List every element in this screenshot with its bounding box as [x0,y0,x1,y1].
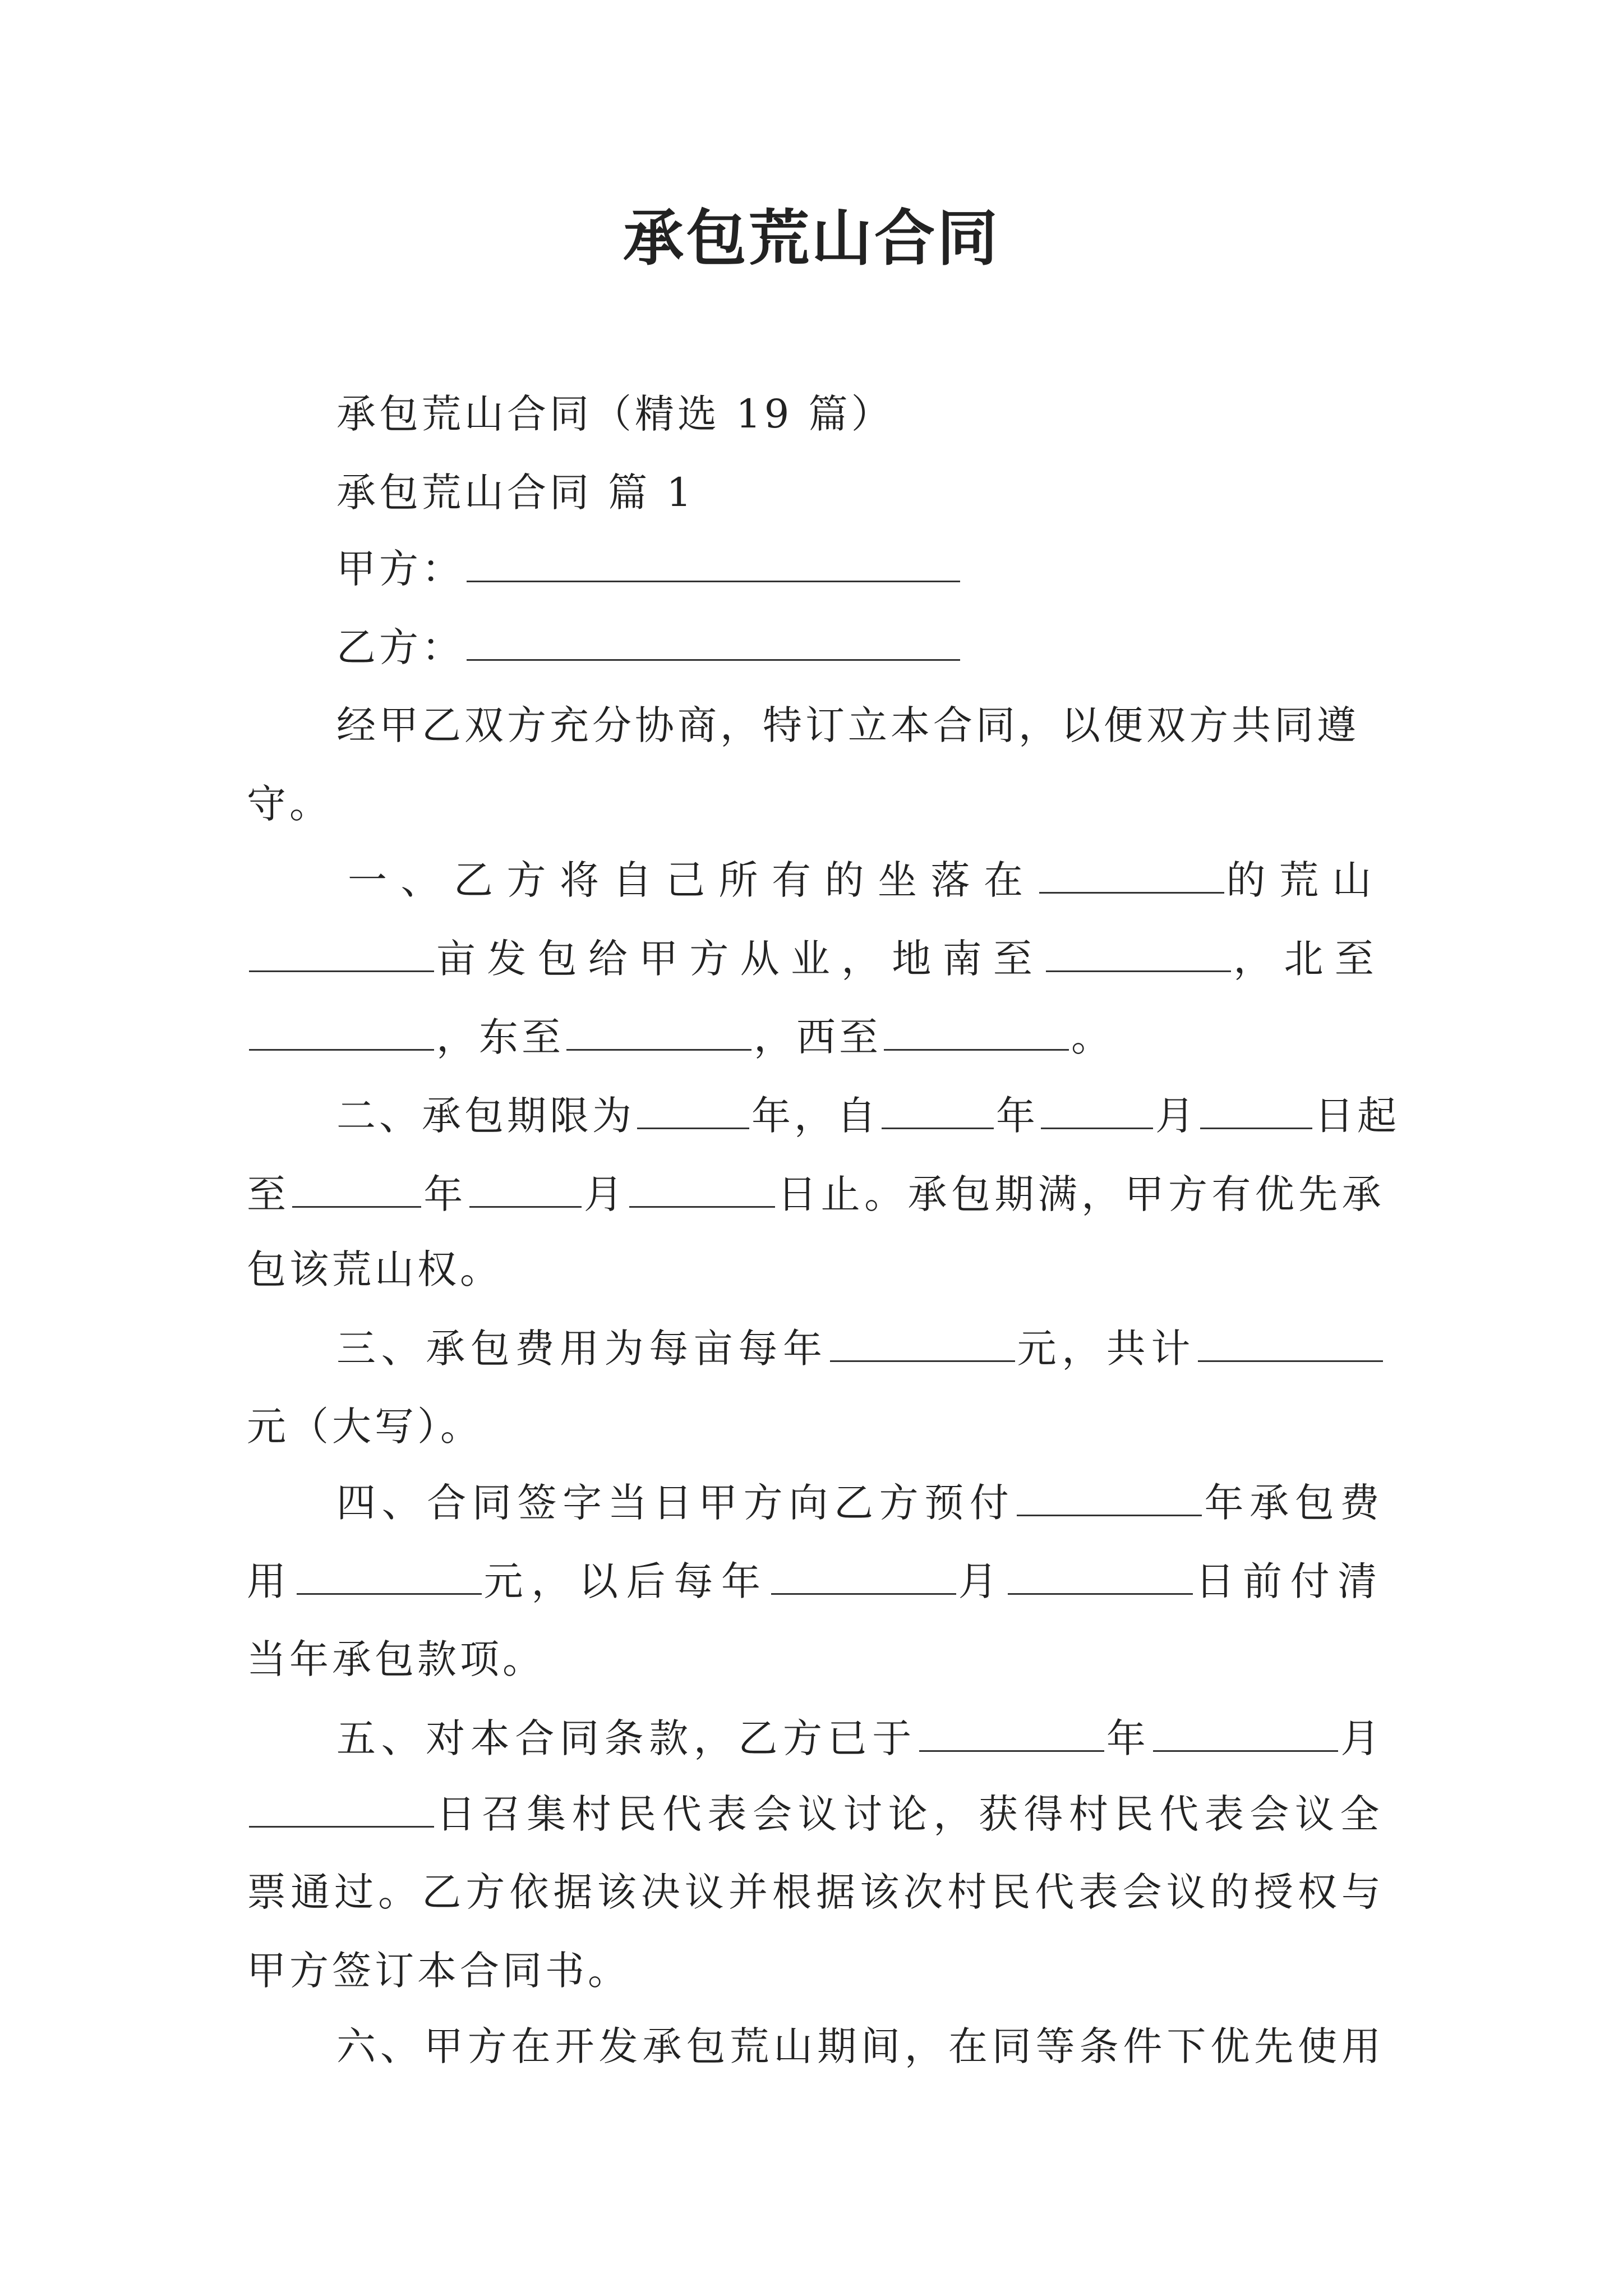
line-text: 亩发包给甲方从业，地南至 [436,936,1044,982]
text-line [336,620,962,674]
line-text: 日起 [1315,1093,1400,1139]
text-line [247,1787,1385,1841]
line-text: 年承包费 [1204,1480,1386,1526]
fill-in-blank [467,620,960,661]
fill-in-blank [292,1167,421,1208]
fill-in-blank [629,1167,775,1208]
line-text: 月 [1155,1093,1198,1139]
line-text: 元，共计 [1017,1326,1196,1372]
text-line [247,1400,483,1453]
text-line [348,853,1385,907]
text-line [247,1865,1385,1919]
line-text: 年 [423,1171,467,1217]
fill-in-blank [884,1010,1069,1051]
fill-in-blank [467,541,960,582]
line-text: 承包荒山合同（精选 19 篇） [336,391,894,437]
line-text: 至 [247,1171,291,1217]
line-text: 票通过。乙方依据该决议并根据该次村民代表会议的授权与 [247,1869,1385,1915]
text-line [247,1944,630,1998]
fill-in-blank [1200,1088,1312,1129]
fill-in-blank [771,1554,956,1595]
line-text: 当年承包款项。 [247,1636,545,1682]
line-text: 守。 [247,781,332,827]
line-text: 甲方： [336,546,464,592]
text-line [336,1321,1385,1375]
line-text: 月 [958,1558,1006,1604]
text-line [247,1010,1114,1064]
line-text: 六、甲方在开发承包荒山期间，在同等条件下优先使用 [336,2023,1385,2069]
line-text: 包该荒山权。 [247,1246,502,1292]
text-line [247,931,1385,986]
text-line [336,1088,1400,1143]
line-text: 日召集村民代表会议讨论，获得村民代表会议全 [436,1791,1385,1837]
line-text: 日止。承包期满，甲方有优先承 [777,1171,1386,1217]
text-line [336,2019,1385,2073]
fill-in-blank [249,1787,434,1828]
line-text: 月 [583,1171,628,1217]
text-line [336,541,962,596]
fill-in-blank [469,1167,582,1208]
line-text: 承包荒山合同 篇 1 [336,470,695,516]
fill-in-blank [297,1554,482,1595]
text-line [247,1243,502,1296]
fill-in-blank [882,1088,994,1129]
line-text: 一、乙方将自己所有的坐落在 [348,857,1037,903]
page-title: 承包荒山合同 [623,203,1000,274]
line-text: 的荒山 [1226,857,1385,903]
text-line [336,1711,1385,1765]
text-line [336,698,1359,752]
text-line [247,1554,1385,1608]
line-text: 四、合同签字当日甲方向乙方预付 [336,1480,1015,1526]
line-text: 三、承包费用为每亩每年 [336,1326,828,1372]
line-text: 年，自 [751,1093,879,1139]
fill-in-blank [249,1010,434,1051]
fill-in-blank [249,931,434,972]
fill-in-blank [566,1010,751,1051]
line-text: 年 [996,1093,1039,1139]
fill-in-blank [1039,853,1224,894]
line-text: 年 [1106,1715,1151,1761]
line-text: 。 [1071,1014,1114,1060]
line-text: 乙方： [336,624,464,670]
line-text: 甲方签订本合同书。 [247,1948,630,1994]
fill-in-blank [830,1321,1015,1362]
text-line [247,777,332,831]
line-text: 元，以后每年 [483,1558,769,1604]
line-text: 经甲乙双方充分协商，特订立本合同，以便双方共同遵 [336,702,1359,748]
line-text: ，东至 [436,1014,564,1060]
fill-in-blank [1198,1321,1383,1362]
fill-in-blank [1153,1711,1338,1752]
line-text: 月 [1340,1715,1386,1761]
line-text: ，西至 [754,1014,882,1060]
line-text: 元（大写）。 [247,1404,483,1450]
line-text: 日前付清 [1195,1558,1386,1604]
text-line [336,387,894,441]
text-line [336,466,695,519]
fill-in-blank [637,1088,749,1129]
text-line [336,1475,1385,1530]
line-text: ，北至 [1233,936,1386,982]
fill-in-blank [1041,1088,1153,1129]
line-text: 二、承包期限为 [336,1093,635,1139]
line-text: 用 [247,1558,294,1604]
fill-in-blank [1017,1475,1202,1516]
text-line [247,1632,545,1686]
text-line [247,1167,1385,1221]
fill-in-blank [1008,1554,1193,1595]
fill-in-blank [919,1711,1104,1752]
line-text: 五、对本合同条款，乙方已于 [336,1715,917,1761]
fill-in-blank [1046,931,1231,972]
